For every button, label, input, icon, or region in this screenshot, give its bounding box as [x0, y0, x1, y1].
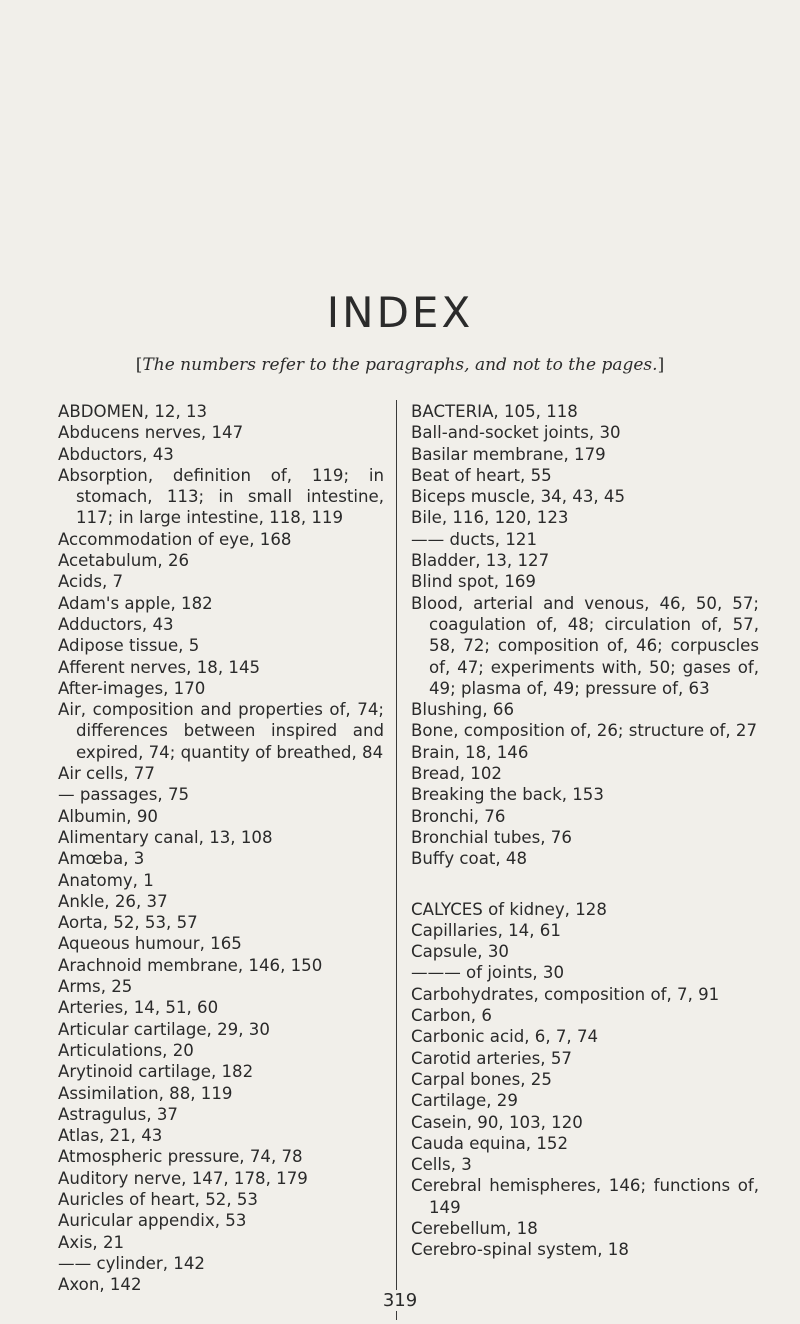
index-entry: After-images, 170: [58, 678, 206, 698]
index-entry: Bronchi, 76: [411, 806, 506, 826]
index-entry: Articulations, 20: [58, 1040, 194, 1060]
index-entry: Atlas, 21, 43: [58, 1126, 163, 1146]
page-number: 319: [380, 1290, 420, 1311]
index-entry: Albumin, 90: [58, 806, 158, 826]
index-entry: Bladder, 13, 127: [411, 551, 550, 571]
index-entry: Arachnoid membrane, 146, 150: [58, 955, 323, 975]
index-entry: Brain, 18, 146: [411, 742, 529, 762]
index-entry: Air cells, 77: [58, 764, 155, 784]
index-entry: Assimilation, 88, 119: [58, 1083, 233, 1103]
index-entry: Arytinoid cartilage, 182: [58, 1062, 254, 1082]
index-entry: Carbohydrates, composition of, 7, 91: [411, 984, 720, 1004]
index-entry: ABDOMEN, 12, 13: [58, 402, 208, 421]
index-entry: Capillaries, 14, 61: [411, 920, 561, 940]
index-entry: Afferent nerves, 18, 145: [58, 657, 261, 677]
section-gap: [411, 870, 759, 899]
index-entry: Aorta, 52, 53, 57: [58, 913, 198, 933]
index-entry: Basilar membrane, 179: [411, 444, 606, 464]
index-entry: Capsule, 30: [411, 942, 509, 962]
index-entry: Bread, 102: [411, 764, 502, 784]
index-entry: Adductors, 43: [58, 614, 174, 634]
index-note: [0, 355, 800, 375]
index-entry: Cerebellum, 18: [411, 1218, 538, 1238]
index-entry: Alimentary canal, 13, 108: [58, 827, 273, 847]
index-entry: Accommodation of eye, 168: [58, 529, 292, 549]
note-close-bracket: ]: [657, 355, 665, 375]
index-entry: Arms, 25: [58, 977, 133, 997]
index-entry: Buffy coat, 48: [411, 849, 528, 869]
index-entry: ——— of joints, 30: [411, 963, 565, 983]
index-entry: Acetabulum, 26: [58, 551, 190, 571]
index-entry: Absorption, definition of, 119; in stomach, 113; in small intestine, 117; in large intestine, 118, 119: [58, 465, 384, 528]
index-entry: Auricular appendix, 53: [58, 1211, 247, 1231]
index-entry: Carpal bones, 25: [411, 1069, 552, 1089]
index-entry: Auricles of heart, 52, 53: [58, 1189, 258, 1209]
index-entry: Aqueous humour, 165: [58, 934, 242, 954]
index-entry: Blind spot, 169: [411, 572, 536, 592]
index-entry: Cerebral hemispheres, 146; functions of, 149: [411, 1176, 759, 1217]
index-entry: Acids, 7: [58, 572, 124, 592]
note-text: The numbers refer to the paragraphs, and not to the pages.: [142, 355, 658, 375]
index-entry: Articular cartilage, 29, 30: [58, 1019, 270, 1039]
index-entry: Carotid arteries, 57: [411, 1048, 572, 1068]
index-entry: Arteries, 14, 51, 60: [58, 998, 219, 1018]
index-entry: Blood, arterial and venous, 46, 50, 57; coagulation of, 48; circulation of, 57, 58, 72; composition of, 46; corpuscles of, 47; experiments with, 50; gases of, 49; plasma of, 49; pressure of, 63: [411, 593, 759, 698]
index-entry: Cells, 3: [411, 1155, 472, 1175]
index-entry: Atmospheric pressure, 74, 78: [58, 1147, 303, 1167]
index-entry: —— ducts, 121: [411, 529, 538, 549]
index-entry: Abductors, 43: [58, 444, 174, 464]
page-title: INDEX: [326, 288, 474, 337]
index-entry: Bronchial tubes, 76: [411, 827, 572, 847]
index-entry: Auditory nerve, 147, 178, 179: [58, 1168, 308, 1188]
index-entry: Astragulus, 37: [58, 1104, 178, 1124]
index-entry: Amœba, 3: [58, 849, 145, 869]
index-entry: Cartilage, 29: [411, 1091, 518, 1111]
index-entry: Cauda equina, 152: [411, 1133, 569, 1153]
column-divider: [396, 400, 397, 1320]
note-open-bracket: [: [135, 355, 143, 375]
index-entry: Carbon, 6: [411, 1006, 492, 1026]
index-entry: — passages, 75: [58, 785, 190, 805]
index-entry: Breaking the back, 153: [411, 785, 604, 805]
index-entry: Abducens nerves, 147: [58, 423, 244, 443]
index-entry: Bile, 116, 120, 123: [411, 508, 569, 528]
index-entry: Bone, composition of, 26; structure of, 27: [411, 721, 758, 741]
index-entry: Axis, 21: [58, 1232, 125, 1252]
index-column-left: [58, 401, 384, 1295]
index-entry: Beat of heart, 55: [411, 465, 552, 485]
index-entry: Adipose tissue, 5: [58, 636, 200, 656]
index-entry: BACTERIA, 105, 118: [411, 402, 578, 421]
index-entry: Biceps muscle, 34, 43, 45: [411, 487, 626, 507]
index-entry: Adam's apple, 182: [58, 593, 213, 613]
index-entry: Anatomy, 1: [58, 870, 154, 890]
index-entry: Blushing, 66: [411, 700, 514, 720]
index-entry: Cerebro-spinal system, 18: [411, 1240, 629, 1260]
index-entry: Ankle, 26, 37: [58, 891, 168, 911]
index-entry: Air, composition and properties of, 74; differences between inspired and expired, 74; quantity of breathed, 84: [58, 700, 384, 762]
index-entry: Axon, 142: [58, 1275, 142, 1295]
index-entry: Ball-and-socket joints, 30: [411, 423, 621, 443]
index-column-right: [411, 401, 759, 1261]
index-entry: Carbonic acid, 6, 7, 74: [411, 1027, 599, 1047]
index-entry: —— cylinder, 142: [58, 1253, 205, 1273]
index-entry: Casein, 90, 103, 120: [411, 1112, 583, 1132]
index-entry: CALYCES of kidney, 128: [411, 899, 607, 919]
